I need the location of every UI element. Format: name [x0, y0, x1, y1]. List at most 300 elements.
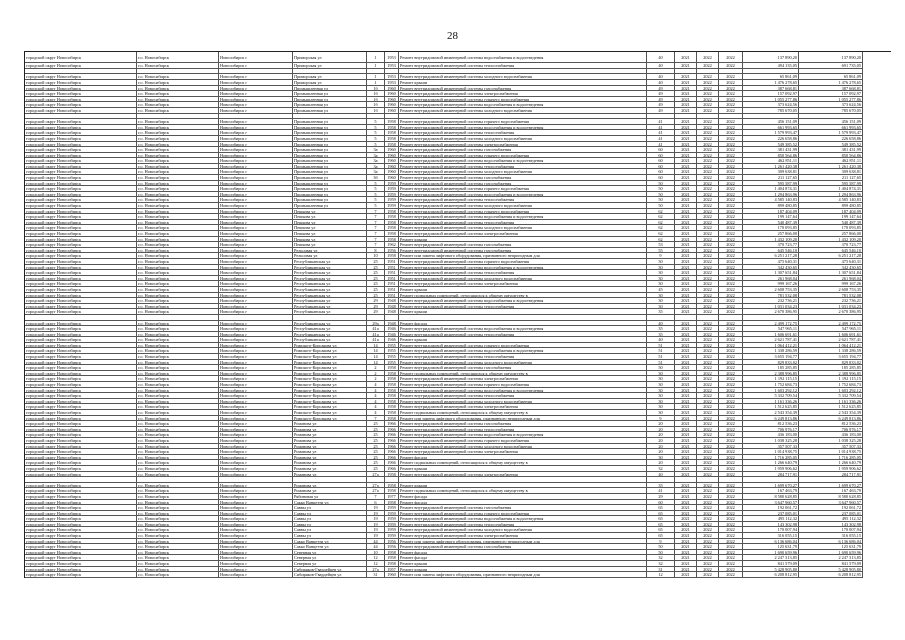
city-cell: Новосибирск г — [219, 561, 293, 567]
year-from-cell: 2021 — [675, 293, 697, 299]
cost-cell: 1 031 034,23 — [743, 304, 799, 310]
work-type-cell: Ремонт или замена лифтового оборудования, признанного непригодным для — [399, 572, 647, 578]
municipality-cell: городской округ Новосибирск — [25, 136, 137, 142]
work-type-cell: Ремонт внутридомовой инженерной системы электроснабжения — [399, 281, 647, 287]
street-cell: Промышленная ул — [293, 142, 367, 148]
year-built-cell: 1948 — [385, 309, 399, 315]
year-to-cell: 2022 — [697, 281, 719, 287]
cost-cell: 381 431,99 — [743, 147, 799, 153]
house-cell: 8 — [367, 248, 385, 254]
street-cell: Промышленная ул — [293, 136, 367, 142]
work-type-cell: Ремонт внутридомовой инженерной системы газоснабжения — [399, 505, 647, 511]
year-to-cell: 2022 — [697, 399, 719, 405]
year-built-cell: 1960 — [385, 153, 399, 159]
year-to-cell: 2022 — [697, 125, 719, 131]
year-to-cell: 2022 — [697, 86, 719, 92]
cost-cell: 6 249 813,86 — [743, 416, 799, 422]
settlement-cell: г.о. Новосибирск — [137, 265, 219, 271]
street-cell: Романова ул — [293, 460, 367, 466]
street-cell: Саввы ул — [293, 533, 367, 539]
year-plan-cell: 2022 — [719, 186, 743, 192]
municipality-cell: городской округ Новосибирск — [25, 74, 137, 80]
year-to-cell: 2022 — [697, 360, 719, 366]
year-from-cell: 2021 — [675, 270, 697, 276]
year-to-cell: 2022 — [697, 102, 719, 108]
year-to-cell: 2022 — [697, 348, 719, 354]
year-to-cell: 2022 — [697, 97, 719, 103]
settlement-cell: г.о. Новосибирск — [137, 321, 219, 327]
year-plan-cell: 2022 — [719, 242, 743, 248]
year-to-cell: 2022 — [697, 561, 719, 567]
area-cell: 32 — [647, 561, 675, 567]
cost-cell: 137 890,20 — [743, 52, 799, 63]
year-from-cell: 2021 — [675, 209, 697, 215]
house-cell: 14 — [367, 354, 385, 360]
area-cell: 9 — [647, 416, 675, 422]
year-plan-cell: 2022 — [719, 181, 743, 187]
city-cell: Новосибирск г — [219, 326, 293, 332]
year-built-cell: 1958 — [385, 136, 399, 142]
year-to-cell: 2022 — [697, 382, 719, 388]
street-cell: Северная ул — [293, 555, 367, 561]
street-cell: Римского-Корсакова ул — [293, 410, 367, 416]
year-built-cell: 1959 — [385, 527, 399, 533]
year-built-cell: 1958 — [385, 393, 399, 399]
year-from-cell: 2021 — [675, 561, 697, 567]
year-from-cell: 2021 — [675, 382, 697, 388]
total-cell: 1 699 670,27 — [799, 483, 863, 489]
city-cell: Новосибирск г — [219, 158, 293, 164]
street-cell: Промышленная ул — [293, 158, 367, 164]
year-plan-cell: 2022 — [719, 169, 743, 175]
municipality-cell: городской округ Новосибирск — [25, 169, 137, 175]
area-cell: 65 — [647, 511, 675, 517]
cost-cell: 1 404 874,31 — [743, 186, 799, 192]
work-type-cell: Ремонт внутридомовой инженерной системы холодного водоснабжения — [399, 203, 647, 209]
city-cell: Новосибирск г — [219, 343, 293, 349]
work-type-cell: Ремонт внутридомовой инженерной системы холодного водоснабжения — [399, 136, 647, 142]
city-cell: Новосибирск г — [219, 175, 293, 181]
year-to-cell: 2022 — [697, 192, 719, 198]
year-plan-cell: 2022 — [719, 337, 743, 343]
cost-cell: 1 161 336,26 — [743, 399, 799, 405]
settlement-cell: г.о. Новосибирск — [137, 186, 219, 192]
cost-cell: 549 385,52 — [743, 142, 799, 148]
year-plan-cell: 2022 — [719, 460, 743, 466]
house-cell: 2 — [367, 365, 385, 371]
street-cell: Приморская ул — [293, 52, 367, 63]
work-type-cell: Ремонт внутридомовой инженерной системы теплоснабжения — [399, 332, 647, 338]
cost-cell: 1 606 691,61 — [743, 332, 799, 338]
settlement-cell: г.о. Новосибирск — [137, 197, 219, 203]
total-cell: 2 499 172,75 — [799, 321, 863, 327]
settlement-cell: г.о. Новосибирск — [137, 488, 219, 494]
year-built-cell: 1948 — [385, 298, 399, 304]
year-built-cell: 1959 — [385, 203, 399, 209]
city-cell: Новосибирск г — [219, 231, 293, 237]
work-type-cell: Ремонт крыши — [399, 337, 647, 343]
house-cell: 19 — [367, 533, 385, 539]
area-cell: 40 — [647, 63, 675, 69]
year-from-cell: 2021 — [675, 432, 697, 438]
year-plan-cell: 2022 — [719, 175, 743, 181]
street-cell: Романова ул — [293, 455, 367, 461]
total-cell: 691 735,05 — [799, 63, 863, 69]
cost-cell: 6 208 812,95 — [743, 572, 799, 578]
street-cell: Промышленная ул — [293, 192, 367, 198]
settlement-cell: г.о. Новосибирск — [137, 304, 219, 310]
year-built-cell: 1966 — [385, 421, 399, 427]
street-cell: Пешкова ул — [293, 214, 367, 220]
year-from-cell: 2021 — [675, 483, 697, 489]
settlement-cell: г.о. Новосибирск — [137, 438, 219, 444]
city-cell: Новосибирск г — [219, 371, 293, 377]
house-cell: 1б — [367, 108, 385, 114]
settlement-cell: г.о. Новосибирск — [137, 376, 219, 382]
city-cell: Новосибирск г — [219, 63, 293, 69]
total-cell: 192 061,72 — [799, 505, 863, 511]
area-cell: 51 — [647, 360, 675, 366]
year-plan-cell: 2022 — [719, 500, 743, 506]
municipality-cell: городской округ Новосибирск — [25, 142, 137, 148]
cost-cell: 211 127,65 — [743, 175, 799, 181]
street-cell: Республиканская ул — [293, 281, 367, 287]
year-built-cell: 1959 — [385, 181, 399, 187]
year-built-cell: 1959 — [385, 533, 399, 539]
year-from-cell: 2021 — [675, 97, 697, 103]
house-cell: 41а — [367, 332, 385, 338]
table-row — [25, 572, 891, 578]
total-cell: 137 890,20 — [799, 52, 863, 63]
work-type-cell: Ремонт внутридомовой инженерной системы теплоснабжения — [399, 220, 647, 226]
city-cell: Новосибирск г — [219, 332, 293, 338]
street-cell: Романова ул — [293, 488, 367, 494]
year-from-cell: 2021 — [675, 91, 697, 97]
area-cell: 62 — [647, 231, 675, 237]
municipality-cell: городской округ Новосибирск — [25, 404, 137, 410]
municipality-cell: городской округ Новосибирск — [25, 164, 137, 170]
house-cell: 19 — [367, 522, 385, 528]
total-cell: 829 833,02 — [799, 360, 863, 366]
settlement-cell: г.о. Новосибирск — [137, 511, 219, 517]
year-plan-cell: 2022 — [719, 270, 743, 276]
cost-cell: 1 261 420,38 — [743, 164, 799, 170]
municipality-cell: городской округ Новосибирск — [25, 472, 137, 478]
cost-cell: 475 640,31 — [743, 259, 799, 265]
total-cell: 6 136 686,04 — [799, 539, 863, 545]
area-cell: 20 — [647, 427, 675, 433]
street-cell: Римского-Корсакова ул — [293, 382, 367, 388]
house-cell: 29 — [367, 309, 385, 315]
year-to-cell: 2022 — [697, 52, 719, 63]
year-plan-cell: 2022 — [719, 449, 743, 455]
work-type-cell: Ремонт крыши — [399, 483, 647, 489]
year-plan-cell: 2022 — [719, 348, 743, 354]
year-built-cell: 1977 — [385, 494, 399, 500]
settlement-cell: г.о. Новосибирск — [137, 522, 219, 528]
house-cell: 27а — [367, 567, 385, 573]
area-cell: 50 — [647, 186, 675, 192]
year-to-cell: 2022 — [697, 354, 719, 360]
year-plan-cell: 2022 — [719, 304, 743, 310]
year-built-cell: 1960 — [385, 169, 399, 175]
municipality-cell: городской округ Новосибирск — [25, 175, 137, 181]
year-plan-cell: 2022 — [719, 488, 743, 494]
year-plan-cell: 2022 — [719, 432, 743, 438]
year-plan-cell: 2022 — [719, 494, 743, 500]
street-cell: Промышленная ул — [293, 164, 367, 170]
year-plan-cell: 2022 — [719, 332, 743, 338]
city-cell: Новосибирск г — [219, 438, 293, 444]
area-cell: 51 — [647, 348, 675, 354]
year-built-cell: 1951 — [385, 270, 399, 276]
area-cell: 51 — [647, 343, 675, 349]
year-plan-cell: 2022 — [719, 483, 743, 489]
year-from-cell: 2021 — [675, 460, 697, 466]
city-cell: Новосибирск г — [219, 265, 293, 271]
total-cell: 5 332 709,54 — [799, 393, 863, 399]
year-to-cell: 2022 — [697, 511, 719, 517]
municipality-cell: городской округ Новосибирск — [25, 270, 137, 276]
year-plan-cell: 2022 — [719, 527, 743, 533]
year-plan-cell: 2022 — [719, 52, 743, 63]
cost-cell: 65 861,09 — [743, 74, 799, 80]
year-plan-cell: 2022 — [719, 231, 743, 237]
total-cell: 387 668,81 — [799, 86, 863, 92]
total-cell: 1 579 993,47 — [799, 130, 863, 136]
city-cell: Новосибирск г — [219, 270, 293, 276]
year-to-cell: 2022 — [697, 539, 719, 545]
house-cell: 19 — [367, 527, 385, 533]
year-from-cell: 2021 — [675, 265, 697, 271]
year-from-cell: 2021 — [675, 63, 697, 69]
cost-cell: 1 432 109,20 — [743, 237, 799, 243]
area-cell: 29 — [647, 494, 675, 500]
total-cell: 125 631,79 — [799, 544, 863, 550]
street-cell: Саввы ул — [293, 522, 367, 528]
municipality-cell: городской округ Новосибирск — [25, 108, 137, 114]
work-type-cell: Ремонт внутридомовой инженерной системы газоснабжения — [399, 544, 647, 550]
house-cell: 29 — [367, 304, 385, 310]
work-type-cell: Ремонт внутридомовой инженерной системы газоснабжения — [399, 86, 647, 92]
house-cell: 4 — [367, 399, 385, 405]
year-plan-cell: 2022 — [719, 164, 743, 170]
house-cell: 29а — [367, 321, 385, 327]
cost-cell: 706 976,17 — [743, 427, 799, 433]
year-built-cell: 1958 — [385, 404, 399, 410]
area-cell: 50 — [647, 550, 675, 556]
year-from-cell: 2021 — [675, 550, 697, 556]
year-from-cell: 2021 — [675, 472, 697, 478]
municipality-cell: городской округ Новосибирск — [25, 416, 137, 422]
municipality-cell: городской округ Новосибирск — [25, 214, 137, 220]
area-cell: 20 — [647, 460, 675, 466]
year-to-cell: 2022 — [697, 337, 719, 343]
year-from-cell: 2021 — [675, 253, 697, 259]
total-cell: 999 167,26 — [799, 281, 863, 287]
area-cell: 60 — [647, 169, 675, 175]
work-type-cell: Ремонт внутридомовой инженерной системы водоснабжения и водоотведения — [399, 125, 647, 131]
work-type-cell: Ремонт внутридомовой инженерной системы холодного водоснабжения — [399, 360, 647, 366]
total-cell: 3 647 960,57 — [799, 500, 863, 506]
city-cell: Новосибирск г — [219, 102, 293, 108]
year-from-cell: 2021 — [675, 237, 697, 243]
cost-cell: 1 038 325,28 — [743, 438, 799, 444]
year-plan-cell: 2022 — [719, 220, 743, 226]
city-cell: Новосибирск г — [219, 522, 293, 528]
work-type-cell: Ремонт или замена лифтового оборудования, признанного непригодным для — [399, 539, 647, 545]
work-type-cell: Ремонт фасада — [399, 550, 647, 556]
year-built-cell: 1951 — [385, 293, 399, 299]
work-type-cell: Ремонт крыши — [399, 80, 647, 86]
year-built-cell: 1957 — [385, 567, 399, 573]
year-built-cell: 1958 — [385, 225, 399, 231]
street-cell: Республиканская ул — [293, 332, 367, 338]
municipality-cell: городской округ Новосибирск — [25, 130, 137, 136]
area-cell: 41 — [647, 125, 675, 131]
total-cell: 342 430,65 — [799, 265, 863, 271]
work-type-cell: Ремонт крыши — [399, 466, 647, 472]
total-cell: 3 655 194,77 — [799, 354, 863, 360]
work-type-cell: Ремонт внутридомовой инженерной системы водоснабжения и водоотведения — [399, 516, 647, 522]
city-cell: Новосибирск г — [219, 309, 293, 315]
area-cell: 60 — [647, 153, 675, 159]
total-cell: 1 690 659,96 — [799, 550, 863, 556]
total-cell: 1 038 325,28 — [799, 438, 863, 444]
settlement-cell: г.о. Новосибирск — [137, 259, 219, 265]
municipality-cell: городской округ Новосибирск — [25, 527, 137, 533]
year-from-cell: 2021 — [675, 175, 697, 181]
year-from-cell: 2021 — [675, 572, 697, 578]
settlement-cell: г.о. Новосибирск — [137, 142, 219, 148]
house-cell: 7 — [367, 209, 385, 215]
year-to-cell: 2022 — [697, 186, 719, 192]
settlement-cell: г.о. Новосибирск — [137, 97, 219, 103]
city-cell: Новосибирск г — [219, 125, 293, 131]
city-cell: Новосибирск г — [219, 321, 293, 327]
municipality-cell: городской округ Новосибирск — [25, 360, 137, 366]
city-cell: Новосибирск г — [219, 304, 293, 310]
work-type-cell: Ремонт фасада — [399, 555, 647, 561]
year-built-cell: 1958 — [385, 388, 399, 394]
year-plan-cell: 2022 — [719, 410, 743, 416]
work-type-cell: Ремонт внутридомовой инженерной системы горячего водоснабжения — [399, 119, 647, 125]
year-to-cell: 2022 — [697, 265, 719, 271]
year-from-cell: 2021 — [675, 276, 697, 282]
municipality-cell: городской округ Новосибирск — [25, 242, 137, 248]
house-cell: 3а — [367, 169, 385, 175]
street-cell: Рябиновая ул — [293, 494, 367, 500]
city-cell: Новосибирск г — [219, 259, 293, 265]
street-cell: Римского-Корсакова ул — [293, 416, 367, 422]
cost-cell: 462 851,11 — [743, 158, 799, 164]
total-cell: 1 055 277,86 — [799, 97, 863, 103]
total-cell: 1 752 684,73 — [799, 382, 863, 388]
settlement-cell: г.о. Новосибирск — [137, 516, 219, 522]
house-cell: 3а — [367, 147, 385, 153]
year-to-cell: 2022 — [697, 181, 719, 187]
year-from-cell: 2021 — [675, 136, 697, 142]
cost-cell: 125 631,79 — [743, 544, 799, 550]
street-cell: Пешкова ул — [293, 231, 367, 237]
area-cell: 20 — [647, 438, 675, 444]
city-cell: Новосибирск г — [219, 388, 293, 394]
total-cell: 1 266 640,79 — [799, 460, 863, 466]
year-plan-cell: 2022 — [719, 214, 743, 220]
area-cell: 20 — [647, 449, 675, 455]
year-to-cell: 2022 — [697, 332, 719, 338]
year-from-cell: 2021 — [675, 130, 697, 136]
settlement-cell: г.о. Новосибирск — [137, 214, 219, 220]
house-cell: 19 — [367, 516, 385, 522]
municipality-cell: городской округ Новосибирск — [25, 63, 137, 69]
year-to-cell: 2022 — [697, 432, 719, 438]
municipality-cell: городской округ Новосибирск — [25, 427, 137, 433]
total-cell: 841 579,09 — [799, 561, 863, 567]
cost-cell: 495 112,32 — [743, 516, 799, 522]
cost-cell: 2 247 313,85 — [743, 555, 799, 561]
area-cell: 62 — [647, 225, 675, 231]
total-cell: 2 670 386,95 — [799, 309, 863, 315]
municipality-cell: городской округ Новосибирск — [25, 97, 137, 103]
cost-cell: 1 014 938,75 — [743, 449, 799, 455]
house-cell: 7 — [367, 225, 385, 231]
settlement-cell: г.о. Новосибирск — [137, 449, 219, 455]
municipality-cell: городской округ Новосибирск — [25, 225, 137, 231]
year-from-cell: 2021 — [675, 181, 697, 187]
city-cell: Новосибирск г — [219, 209, 293, 215]
city-cell: Новосибирск г — [219, 293, 293, 299]
municipality-cell: городской округ Новосибирск — [25, 209, 137, 215]
work-type-cell: Ремонт внутридомовой инженерной системы водоснабжения и водоотведения — [399, 192, 647, 198]
area-cell: 50 — [647, 192, 675, 198]
municipality-cell: городской округ Новосибирск — [25, 533, 137, 539]
year-plan-cell: 2022 — [719, 376, 743, 382]
total-cell: 226 658,86 — [799, 136, 863, 142]
cost-cell: 661 993,65 — [743, 125, 799, 131]
year-plan-cell: 2022 — [719, 142, 743, 148]
year-from-cell: 2021 — [675, 52, 697, 63]
house-cell: 1б — [367, 102, 385, 108]
municipality-cell: городской округ Новосибирск — [25, 410, 137, 416]
total-cell: 2 247 313,85 — [799, 555, 863, 561]
house-cell: 1б — [367, 97, 385, 103]
year-to-cell: 2022 — [697, 421, 719, 427]
settlement-cell: г.о. Новосибирск — [137, 382, 219, 388]
work-type-cell: Ремонт внутридомовой инженерной системы теплоснабжения — [399, 197, 647, 203]
year-plan-cell: 2022 — [719, 444, 743, 450]
total-cell: 456 151,09 — [799, 119, 863, 125]
year-plan-cell: 2022 — [719, 321, 743, 327]
city-cell: Новосибирск г — [219, 287, 293, 293]
total-cell: 2 543 354,39 — [799, 410, 863, 416]
house-cell: 7 — [367, 214, 385, 220]
year-from-cell: 2021 — [675, 332, 697, 338]
cost-cell: 1 512 625,85 — [743, 404, 799, 410]
year-plan-cell: 2022 — [719, 421, 743, 427]
cost-cell: 829 833,02 — [743, 360, 799, 366]
year-plan-cell: 2022 — [719, 158, 743, 164]
house-cell: 25 — [367, 276, 385, 282]
street-cell: Промышленная ул — [293, 91, 367, 97]
city-cell: Новосибирск г — [219, 360, 293, 366]
city-cell: Новосибирск г — [219, 527, 293, 533]
year-built-cell: 1959 — [385, 197, 399, 203]
house-cell: 41а — [367, 326, 385, 332]
year-to-cell: 2022 — [697, 516, 719, 522]
city-cell: Новосибирск г — [219, 393, 293, 399]
cost-cell: 781 532,08 — [743, 293, 799, 299]
